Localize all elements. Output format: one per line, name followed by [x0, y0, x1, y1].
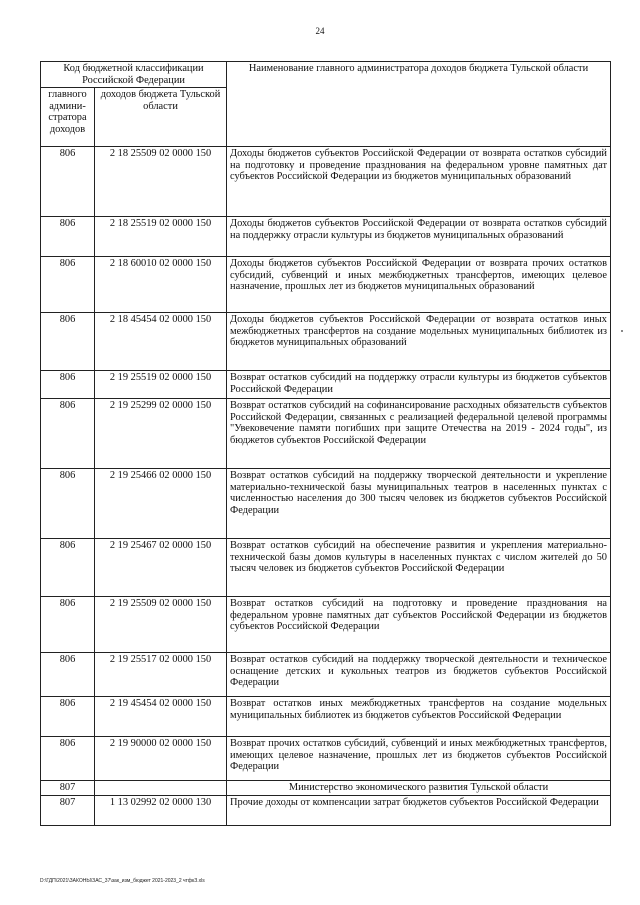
header-name-column: Наименование главного администратора доходов бюджета Тульской области — [227, 62, 611, 147]
admin-code-cell: 806 — [41, 469, 95, 539]
scan-speck — [621, 330, 623, 332]
admin-code-cell: 806 — [41, 653, 95, 697]
admin-code-cell: 806 — [41, 147, 95, 217]
revenue-name-cell: Возврат остатков субсидий на подготовку и проведение празднования на федеральном уровне памятных дат субъектов Российской Федерации из бюджетов субъектов Российской Федерации — [227, 597, 611, 653]
admin-code-cell: 806 — [41, 697, 95, 737]
header-sub-admin: главного админи-стратора доходов — [41, 88, 95, 147]
admin-code-cell: 807 — [41, 795, 95, 825]
table-body — [41, 147, 611, 826]
revenue-name-cell: Доходы бюджетов субъектов Российской Федерации от возврата остатков субсидий на поддержку отрасли культуры из бюджетов муниципальных образований — [227, 217, 611, 257]
header-code-group: Код бюджетной классификации Российской Федерации — [41, 62, 227, 88]
admin-code-cell: 807 — [41, 781, 95, 796]
table-row — [41, 653, 611, 697]
revenue-code-cell: 2 18 25519 02 0000 150 — [95, 217, 227, 257]
revenue-name-cell: Возврат остатков субсидий на обеспечение развития и укрепления материально-технической базы домов культуры в населенных пунктах с числом жителей до 50 тысяч человек из бюджетов субъектов Российской Федерации — [227, 539, 611, 597]
admin-code-cell: 806 — [41, 399, 95, 469]
revenue-name-cell: Доходы бюджетов субъектов Российской Федерации от возврата остатков иных межбюджетных трансфертов на создание модельных муниципальных библиотек из бюджетов муниципальных образований — [227, 313, 611, 371]
revenue-code-cell: 2 19 25467 02 0000 150 — [95, 539, 227, 597]
revenue-name-cell: Возврат остатков субсидий на софинансирование расходных обязательств субъектов Российской Федерации, связанных с реализацией федеральной целевой программы "Увековечение памяти погибших при защите Отечества на 2019 - 2024 годы", из бюджетов субъектов Российской Федерации — [227, 399, 611, 469]
revenue-name-cell: Прочие доходы от компенсации затрат бюджетов субъектов Российской Федерации — [227, 795, 611, 825]
revenue-code-cell: 2 19 25519 02 0000 150 — [95, 371, 227, 399]
admin-code-cell: 806 — [41, 217, 95, 257]
revenue-name-cell: Доходы бюджетов субъектов Российской Федерации от возврата остатков субсидий на подготовку и проведение празднования на федеральном уровне памятных дат субъектов Российской Федерации из бюджетов муниципальных образований — [227, 147, 611, 217]
revenue-code-cell: 2 19 90000 02 0000 150 — [95, 737, 227, 781]
revenue-administrators-table — [40, 61, 611, 826]
empty-cell — [95, 781, 227, 796]
table-row — [41, 597, 611, 653]
table-row — [41, 147, 611, 217]
revenue-code-cell: 2 19 25517 02 0000 150 — [95, 653, 227, 697]
revenue-code-cell: 2 18 60010 02 0000 150 — [95, 257, 227, 313]
admin-code-cell: 806 — [41, 257, 95, 313]
revenue-name-cell: Возврат остатков субсидий на поддержку творческой деятельности и укрепление материально-технической базы муниципальных театров в населенных пунктах с численностью населения до 300 тысяч человек из бюджетов субъектов Российской Федерации — [227, 469, 611, 539]
table-row — [41, 257, 611, 313]
revenue-code-cell: 1 13 02992 02 0000 130 — [95, 795, 227, 825]
revenue-code-cell: 2 18 25509 02 0000 150 — [95, 147, 227, 217]
revenue-name-cell: Возврат остатков субсидий на поддержку отрасли культуры из бюджетов субъектов Российской Федерации — [227, 371, 611, 399]
revenue-name-cell: Доходы бюджетов субъектов Российской Федерации от возврата прочих остатков субсидий, субвенций и иных межбюджетных трансфертов, имеющих целевое назначение, прошлых лет из бюджетов муниципальных образований — [227, 257, 611, 313]
file-path-footer: D:\ГДП\2021\ЗАКОНЫ\ЗАС_37\зак_изм_бюджет 2021-2023_2 чтфкЗ.xls — [40, 878, 205, 884]
administrator-name-cell: Министерство экономического развития Тульской области — [227, 781, 611, 796]
admin-code-cell: 806 — [41, 737, 95, 781]
revenue-name-cell: Возврат остатков иных межбюджетных трансфертов на создание модельных муниципальных библиотек из бюджетов субъектов Российской Федерации — [227, 697, 611, 737]
revenue-code-cell: 2 19 25466 02 0000 150 — [95, 469, 227, 539]
table-row — [41, 313, 611, 371]
table-row — [41, 469, 611, 539]
admin-code-cell: 806 — [41, 313, 95, 371]
table-row — [41, 539, 611, 597]
table-row — [41, 399, 611, 469]
revenue-code-cell: 2 19 25509 02 0000 150 — [95, 597, 227, 653]
table-row — [41, 371, 611, 399]
admin-code-cell: 806 — [41, 597, 95, 653]
revenue-name-cell: Возврат прочих остатков субсидий, субвенций и иных межбюджетных трансфертов, имеющих целевое назначение, прошлых лет из бюджетов субъектов Российской Федерации — [227, 737, 611, 781]
table-row — [41, 217, 611, 257]
table-row — [41, 737, 611, 781]
revenue-code-cell: 2 19 45454 02 0000 150 — [95, 697, 227, 737]
table-row — [41, 697, 611, 737]
page-number: 24 — [315, 26, 325, 36]
admin-code-cell: 806 — [41, 371, 95, 399]
table-row-admin-807 — [41, 781, 611, 796]
revenue-code-cell: 2 19 25299 02 0000 150 — [95, 399, 227, 469]
table-row — [41, 795, 611, 825]
table-header — [41, 62, 611, 147]
revenue-name-cell: Возврат остатков субсидий на поддержку творческой деятельности и техническое оснащение детских и кукольных театров из бюджетов субъектов Российской Федерации — [227, 653, 611, 697]
header-sub-revenue: доходов бюджета Тульской области — [95, 88, 227, 147]
admin-code-cell: 806 — [41, 539, 95, 597]
revenue-code-cell: 2 18 45454 02 0000 150 — [95, 313, 227, 371]
